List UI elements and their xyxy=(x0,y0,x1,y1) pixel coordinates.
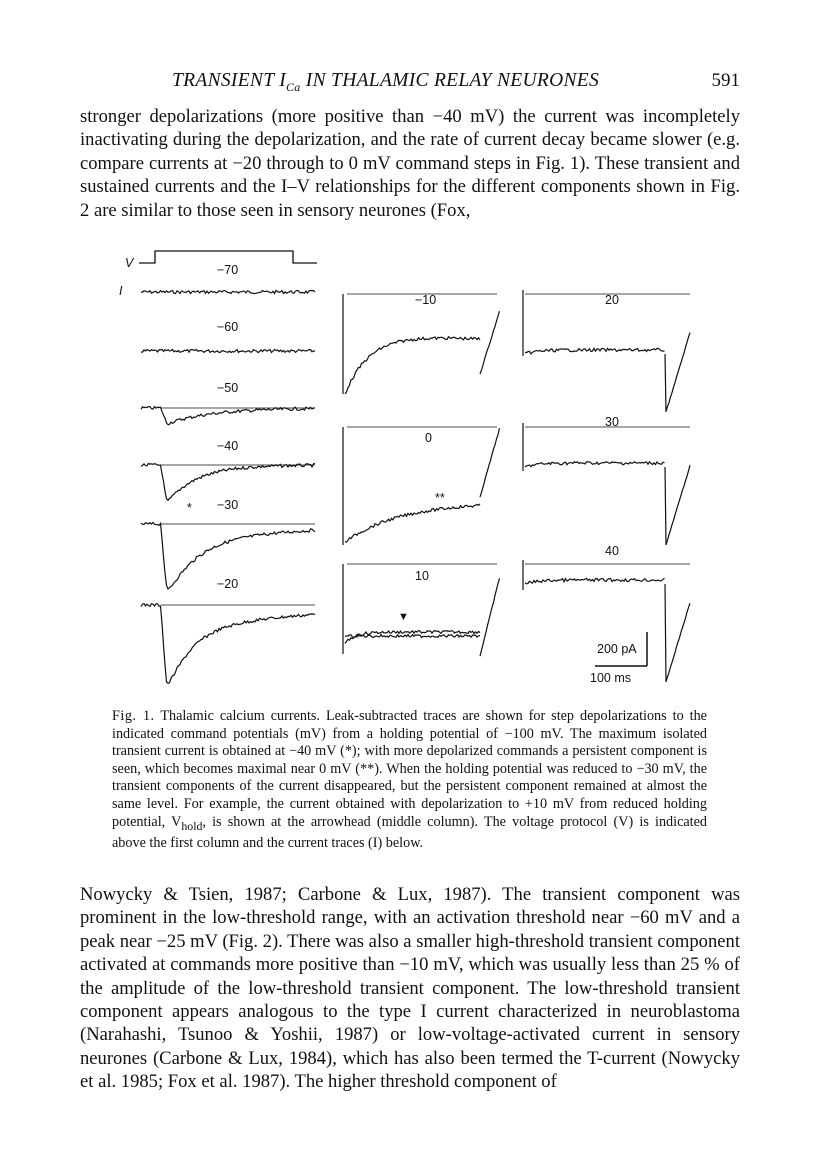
col2-label-1: 0 xyxy=(425,431,432,445)
running-header xyxy=(80,70,740,96)
col3-label-2: 40 xyxy=(605,544,619,558)
col3-label-1: 30 xyxy=(605,415,619,429)
col2-trace-0 xyxy=(345,337,480,394)
col3-label-0: 20 xyxy=(605,293,619,307)
voltage-label: V xyxy=(125,256,134,270)
col1-label-5: −20 xyxy=(217,577,239,591)
col1-trace-3 xyxy=(141,463,315,500)
col3-tail-0 xyxy=(666,333,690,412)
col1-label-4: −30 xyxy=(217,498,239,512)
col3-tail-drop-1 xyxy=(665,467,666,545)
col2-trace-reduced-hold xyxy=(345,635,480,638)
col2-label-2: 10 xyxy=(415,569,429,583)
col3-trace-0 xyxy=(525,348,665,354)
figure-traces xyxy=(119,242,705,692)
figure-caption: Fig. 1. Thalamic calcium currents. Leak-subtracted traces are shown for step depolarizations to the indicated command potentials (mV) from a holding potential of −100 mV. The maximum isolated transient current is obtained at −40 mV (*); with more depolarized commands a persistent component is seen, which becomes maximal near 0 mV (**). When the holding potential was reduced to −30 mV, the transient components of the current disappeared, but the persistent component remained at almost the same level. For example, the current obtained with depolarization to +10 mV from reduced holding potential, $V_{hold}$, is shown at the arrowhead (middle column). The voltage protocol (V) is indicated above the first column and the current traces (I) below. xyxy=(112,708,707,851)
col3-trace-1 xyxy=(525,462,665,467)
voltage-protocol xyxy=(139,251,317,263)
running-title: TRANSIENT $I_{Ca}$ IN THALAMIC RELAY NEURONES xyxy=(172,70,600,94)
col1-label-3: −40 xyxy=(217,439,239,453)
col2-tail-0 xyxy=(480,311,500,374)
col1-trace-0 xyxy=(141,290,315,293)
scale-current-label: 200 pA xyxy=(597,642,637,656)
current-label: I xyxy=(119,284,123,298)
caption-label: Fig. 1. xyxy=(112,708,155,724)
double-star: ** xyxy=(435,491,445,505)
col2-label-0: −10 xyxy=(415,293,437,307)
col3-tail-drop-0 xyxy=(665,354,666,412)
col1-trace-1 xyxy=(141,349,315,352)
col2-tail-2 xyxy=(480,578,500,656)
col3-tail-1 xyxy=(666,465,690,545)
col2-tail-1 xyxy=(480,428,500,497)
figure-1 xyxy=(119,242,705,692)
col1-trace-2 xyxy=(141,407,315,425)
col1-label-0: −70 xyxy=(217,263,239,277)
single-star: * xyxy=(187,501,192,515)
col1-label-2: −50 xyxy=(217,381,239,395)
col3-trace-2 xyxy=(525,578,665,584)
scale-time-label: 100 ms xyxy=(590,671,631,685)
page-number: 591 xyxy=(711,70,740,91)
paragraph-top: stronger depolarizations (more positive than −40 mV) the current was incompletely inactivating during the depolarization, and the rate of current decay became slower (e.g. compare currents at −20 through to 0 mV command steps in Fig. 1). These transient and sustained currents and the I–V relationships for the different components shown in Fig. 2 are similar to those seen in sensory neurones (Fox, xyxy=(80,106,740,221)
col1-trace-5 xyxy=(141,604,315,684)
col2-trace-1 xyxy=(345,504,480,542)
col3-tail-2 xyxy=(666,603,690,682)
col3-tail-drop-2 xyxy=(665,584,666,682)
paragraph-bottom: Nowycky & Tsien, 1987; Carbone & Lux, 1987). The transient component was prominent in the low-threshold range, with an activation threshold near −60 mV and a peak near −25 mV (Fig. 2). There was also a smaller high-threshold transient component activated at commands more positive than −10 mV, which was usually less than 25 % of the amplitude of the low-threshold transient component. The low-threshold transient component appears analogous to the type I current characterized in neuroblastoma (Narahashi, Tsunoo & Yoshii, 1987) or low-voltage-activated current in sensory neurones (Carbone & Lux, 1984), which has also been termed the T-current (Nowycky et al. 1985; Fox et al. 1987). The higher threshold component of xyxy=(80,884,740,1093)
vhold-subscript: hold xyxy=(181,818,203,833)
col1-label-1: −60 xyxy=(217,320,239,334)
arrowhead-icon: ▼ xyxy=(398,611,409,623)
